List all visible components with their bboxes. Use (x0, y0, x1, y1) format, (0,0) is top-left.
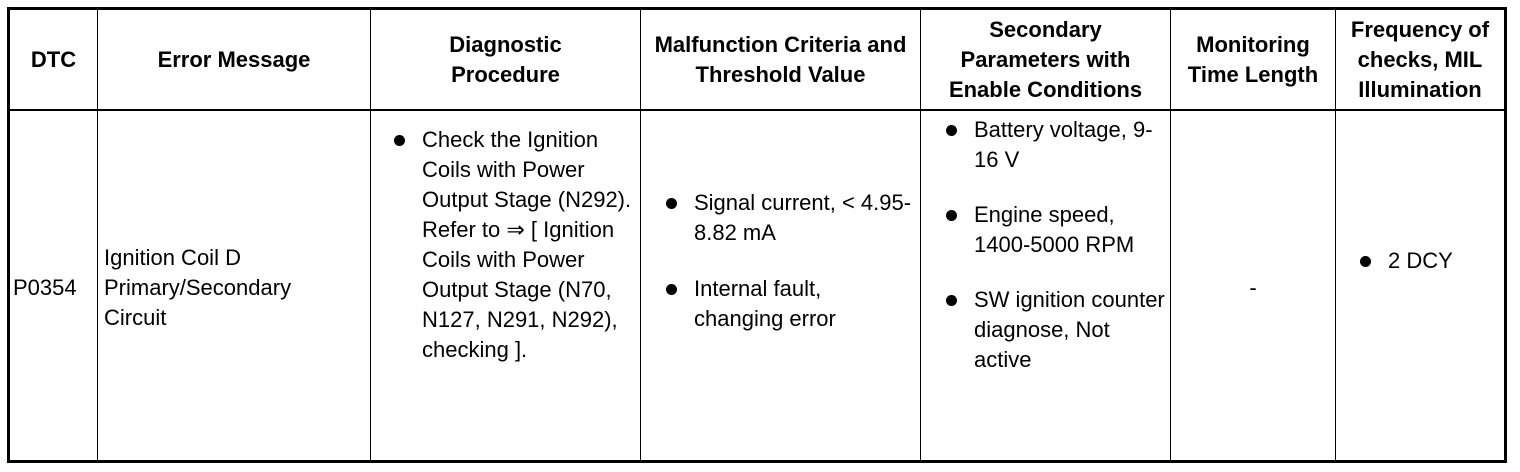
parameter-item: Engine speed, 1400-5000 RPM (944, 200, 1166, 260)
header-divider (10, 109, 1504, 111)
cell-dtc: P0354 (13, 275, 77, 300)
parameter-item: SW ignition counter diagnose, Not active (944, 285, 1166, 375)
criteria-item: Internal fault, changing error (664, 274, 914, 334)
cell-frequency (1358, 246, 1504, 460)
header-secondary-parameters: Secondary Parameters with Enable Conditions (948, 16, 1143, 102)
header-diagnostic-procedure: Diagnostic Procedure (449, 31, 562, 87)
cell-diagnostic-procedure (392, 125, 632, 460)
dtc-table (7, 7, 1507, 463)
procedure-item: Check the Ignition Coils with Power Output Stage (N292). Refer to ⇒ [ Ignition Coils with Power Output Stage (N70, N127, N291, N292), checking ]. (392, 125, 632, 365)
cell-error-message: Ignition Coil D Primary/Secondary Circuit (104, 245, 292, 330)
cell-monitoring-time: - (1249, 275, 1257, 300)
cell-secondary-parameters (944, 115, 1166, 460)
header-frequency: Frequency of checks, MIL Illumination (1350, 16, 1490, 102)
header-malfunction-criteria: Malfunction Criteria and Threshold Value (654, 31, 907, 87)
header-monitoring-time: Monitoring Time Length (1187, 31, 1319, 87)
header-error-message: Error Message (157, 46, 311, 72)
frequency-item: 2 DCY (1358, 246, 1504, 276)
header-dtc: DTC (30, 46, 77, 72)
parameter-item: Battery voltage, 9-16 V (944, 115, 1166, 175)
cell-malfunction-criteria (664, 188, 914, 460)
criteria-item: Signal current, < 4.95-8.82 mA (664, 188, 914, 248)
